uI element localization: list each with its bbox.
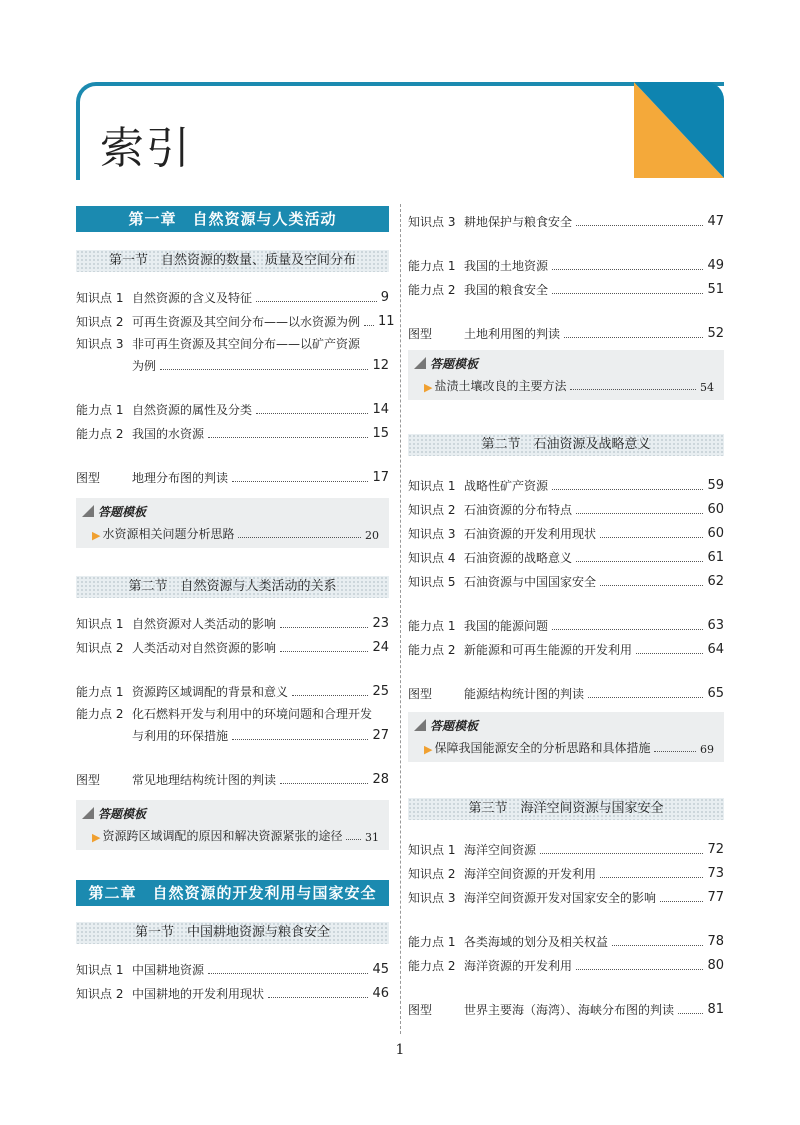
section-heading: 第一节 中国耕地资源与粮食安全 (76, 922, 389, 944)
index-entry[interactable] (408, 610, 724, 634)
entry-label: 知识点 5 (408, 575, 456, 589)
entry-text: 能源结构统计图的判读 (464, 687, 585, 701)
entry-text: 地理分布图的判读 (132, 471, 229, 485)
index-entry[interactable] (76, 954, 389, 978)
leader-dots (256, 413, 368, 414)
entry-page: 14 (372, 402, 389, 417)
entry-text: 我国的土地资源 (464, 259, 549, 273)
answer-template-item[interactable]: ▶ 水资源相关问题分析思路 20 (92, 527, 379, 542)
arrow-icon: ▶ (424, 743, 433, 756)
entry-page: 77 (707, 890, 724, 905)
entry-label: 能力点 1 (408, 619, 456, 633)
leader-dots (576, 561, 703, 562)
entry-text: 各类海域的划分及相关权益 (464, 935, 609, 949)
entry-label: 能力点 1 (76, 403, 124, 417)
entry-text: 石油资源与中国国家安全 (464, 575, 597, 589)
index-entry[interactable] (408, 318, 724, 342)
entry-text: 常见地理结构统计图的判读 (132, 773, 277, 787)
entry-page: 63 (707, 618, 724, 633)
entry-text-continued: 为例 (132, 359, 157, 373)
leader-dots (364, 325, 374, 326)
entry-page: 15 (372, 426, 389, 441)
entry-text: 自然资源的含义及特征 (132, 291, 253, 305)
entry-label: 知识点 1 (76, 963, 124, 977)
index-entry[interactable] (76, 676, 389, 700)
entry-text: 世界主要海（海湾）、海峡分布图的判读 (464, 1003, 675, 1017)
entry-page: 61 (707, 550, 724, 565)
leader-dots (564, 337, 703, 338)
entry-label: 知识点 3 (76, 337, 124, 351)
entry-page: 51 (707, 282, 724, 297)
entry-label: 知识点 1 (76, 291, 124, 305)
index-entry[interactable] (408, 926, 724, 950)
leader-dots (576, 969, 703, 970)
entry-text: 资源跨区域调配的背景和意义 (132, 685, 289, 699)
entry-label: 能力点 1 (76, 685, 124, 699)
entry-text: 新能源和可再生能源的开发利用 (464, 643, 633, 657)
triangle-icon (414, 357, 426, 369)
index-entry[interactable] (76, 282, 389, 306)
triangle-icon (82, 505, 94, 517)
entry-page: 72 (707, 842, 724, 857)
answer-template-heading: 答题模板 (82, 502, 383, 520)
entry-page: 9 (380, 290, 389, 305)
index-entry[interactable] (76, 306, 395, 330)
leader-dots (280, 627, 368, 628)
answer-template-item[interactable]: ▶ 盐渍土壤改良的主要方法 54 (424, 379, 714, 394)
leader-dots (160, 369, 368, 370)
entry-page: 52 (707, 326, 724, 341)
leader-dots (232, 481, 368, 482)
leader-dots (268, 997, 368, 998)
entry-text: 土地利用图的判读 (464, 327, 561, 341)
leader-dots (280, 651, 368, 652)
answer-template-box (76, 800, 389, 850)
entry-page: 73 (707, 866, 724, 881)
index-entry[interactable] (408, 882, 724, 906)
entry-text: 中国耕地资源 (132, 963, 205, 977)
entry-text: 可再生资源及其空间分布——以水资源为例 (132, 315, 361, 329)
index-entry[interactable] (408, 834, 724, 858)
index-entry[interactable] (76, 632, 389, 656)
triangle-icon (82, 807, 94, 819)
right-column (408, 206, 724, 1018)
entry-text: 人类活动对自然资源的影响 (132, 641, 277, 655)
entry-label: 知识点 1 (408, 843, 456, 857)
entry-label: 知识点 4 (408, 551, 456, 565)
entry-text: 海洋空间资源的开发利用 (464, 867, 597, 881)
leader-dots (612, 945, 703, 946)
leader-dots (552, 269, 703, 270)
entry-page: 62 (707, 574, 724, 589)
entry-text: 我国的水资源 (132, 427, 205, 441)
entry-page: 47 (707, 214, 724, 229)
leader-dots (588, 697, 703, 698)
entry-page: 28 (372, 772, 389, 787)
leader-dots (280, 783, 368, 784)
left-column (76, 206, 395, 1002)
triangle-icon (414, 719, 426, 731)
entry-label: 知识点 3 (408, 527, 456, 541)
leader-dots (576, 225, 703, 226)
index-entry[interactable] (76, 608, 389, 632)
entry-page: 81 (707, 1002, 724, 1017)
page-title: 索引 (100, 123, 192, 174)
entry-page: 11 (378, 314, 395, 329)
section-heading: 第二节 自然资源与人类活动的关系 (76, 576, 389, 598)
leader-dots (660, 901, 703, 902)
answer-template-heading: 答题模板 (414, 716, 718, 734)
index-entry[interactable] (408, 518, 724, 542)
entry-label: 图型 (76, 773, 101, 787)
index-entry[interactable] (408, 206, 724, 230)
index-entry[interactable] (76, 978, 389, 1002)
entry-label: 能力点 2 (76, 427, 124, 441)
entry-label: 图型 (408, 1003, 433, 1017)
entry-label: 图型 (408, 327, 433, 341)
entry-page: 12 (372, 358, 389, 373)
answer-template-item[interactable]: ▶ 保障我国能源安全的分析思路和具体措施 69 (424, 741, 714, 756)
entry-text: 中国耕地的开发利用现状 (132, 987, 265, 1001)
section-heading: 第二节 石油资源及战略意义 (408, 434, 724, 456)
entry-text: 海洋空间资源开发对国家安全的影响 (464, 891, 657, 905)
leader-dots (552, 629, 703, 630)
index-entry[interactable] (408, 542, 724, 566)
index-entry[interactable] (408, 678, 724, 702)
entry-text: 自然资源的属性及分类 (132, 403, 253, 417)
entry-text: 我国的能源问题 (464, 619, 549, 633)
entry-text: 耕地保护与粮食安全 (464, 215, 573, 229)
entry-label: 知识点 2 (408, 503, 456, 517)
leader-dots (576, 513, 703, 514)
entry-label: 能力点 2 (408, 959, 456, 973)
entry-text: 化石燃料开发与利用中的环境问题和合理开发 (132, 707, 373, 721)
entry-text: 自然资源对人类活动的影响 (132, 617, 277, 631)
leader-dots (600, 585, 703, 586)
answer-template-box (408, 712, 724, 762)
entry-label: 能力点 2 (408, 643, 456, 657)
entry-label: 知识点 3 (408, 891, 456, 905)
answer-template-heading: 答题模板 (414, 354, 718, 372)
index-entry[interactable] (408, 250, 724, 274)
entry-page: 46 (372, 986, 389, 1001)
arrow-icon: ▶ (424, 381, 433, 394)
entry-page: 65 (707, 686, 724, 701)
entry-label: 能力点 2 (76, 707, 124, 721)
entry-text: 石油资源的分布特点 (464, 503, 573, 517)
entry-label: 能力点 1 (408, 259, 456, 273)
leader-dots (208, 973, 368, 974)
entry-label: 知识点 2 (76, 315, 124, 329)
index-entry[interactable] (76, 418, 389, 442)
answer-template-heading: 答题模板 (82, 804, 383, 822)
leader-dots (600, 537, 703, 538)
entry-page: 60 (707, 526, 724, 541)
page-number: 1 (395, 1042, 405, 1058)
index-entry[interactable] (76, 330, 389, 374)
entry-label: 知识点 1 (408, 479, 456, 493)
index-entry[interactable] (76, 462, 389, 486)
arrow-icon: ▶ (92, 831, 101, 844)
leader-dots (292, 695, 368, 696)
entry-page: 78 (707, 934, 724, 949)
leader-dots (600, 877, 703, 878)
section-heading: 第三节 海洋空间资源与国家安全 (408, 798, 724, 820)
entry-label: 知识点 2 (76, 641, 124, 655)
leader-dots (256, 301, 377, 302)
leader-dots (208, 437, 368, 438)
entry-text: 我国的粮食安全 (464, 283, 549, 297)
entry-page: 23 (372, 616, 389, 631)
index-entry[interactable] (408, 634, 724, 658)
index-entry[interactable] (76, 700, 389, 744)
entry-label: 图型 (408, 687, 433, 701)
entry-label: 知识点 1 (76, 617, 124, 631)
entry-label: 图型 (76, 471, 101, 485)
entry-text: 战略性矿产资源 (464, 479, 549, 493)
answer-template-box (408, 350, 724, 400)
entry-page: 80 (707, 958, 724, 973)
entry-label: 知识点 2 (76, 987, 124, 1001)
entry-page: 27 (372, 728, 389, 743)
entry-label: 能力点 2 (408, 283, 456, 297)
entry-text: 海洋资源的开发利用 (464, 959, 573, 973)
index-entry[interactable] (76, 764, 389, 788)
entry-text: 非可再生资源及其空间分布——以矿产资源 (132, 337, 361, 351)
section-heading: 第一节 自然资源的数量、质量及空间分布 (76, 250, 389, 272)
chapter-heading: 第二章 自然资源的开发利用与国家安全 (76, 880, 389, 906)
leader-dots (552, 489, 703, 490)
index-entry[interactable] (408, 494, 724, 518)
entry-page: 45 (372, 962, 389, 977)
entry-page: 25 (372, 684, 389, 699)
entry-page: 49 (707, 258, 724, 273)
entry-page: 60 (707, 502, 724, 517)
entry-label: 能力点 1 (408, 935, 456, 949)
arrow-icon: ▶ (92, 529, 101, 542)
index-entry[interactable] (408, 858, 724, 882)
index-entry[interactable] (408, 566, 724, 590)
leader-dots (636, 653, 703, 654)
entry-text: 石油资源的开发利用现状 (464, 527, 597, 541)
entry-label: 知识点 3 (408, 215, 456, 229)
chapter-heading: 第一章 自然资源与人类活动 (76, 206, 389, 232)
leader-dots (540, 853, 703, 854)
leader-dots (552, 293, 703, 294)
entry-page: 64 (707, 642, 724, 657)
index-entry[interactable] (408, 470, 724, 494)
leader-dots (678, 1013, 703, 1014)
column-divider (400, 204, 401, 1034)
index-entry[interactable] (408, 994, 724, 1018)
entry-page: 24 (372, 640, 389, 655)
entry-page: 17 (372, 470, 389, 485)
answer-template-item[interactable]: ▶ 资源跨区域调配的原因和解决资源紧张的途径 31 (92, 829, 379, 844)
answer-template-box (76, 498, 389, 548)
index-entry[interactable] (408, 950, 724, 974)
index-entry[interactable] (408, 274, 724, 298)
index-entry[interactable] (76, 394, 389, 418)
entry-text: 海洋空间资源 (464, 843, 537, 857)
entry-text-continued: 与利用的环保措施 (132, 729, 229, 743)
entry-label: 知识点 2 (408, 867, 456, 881)
leader-dots (232, 739, 368, 740)
entry-page: 59 (707, 478, 724, 493)
entry-text: 石油资源的战略意义 (464, 551, 573, 565)
